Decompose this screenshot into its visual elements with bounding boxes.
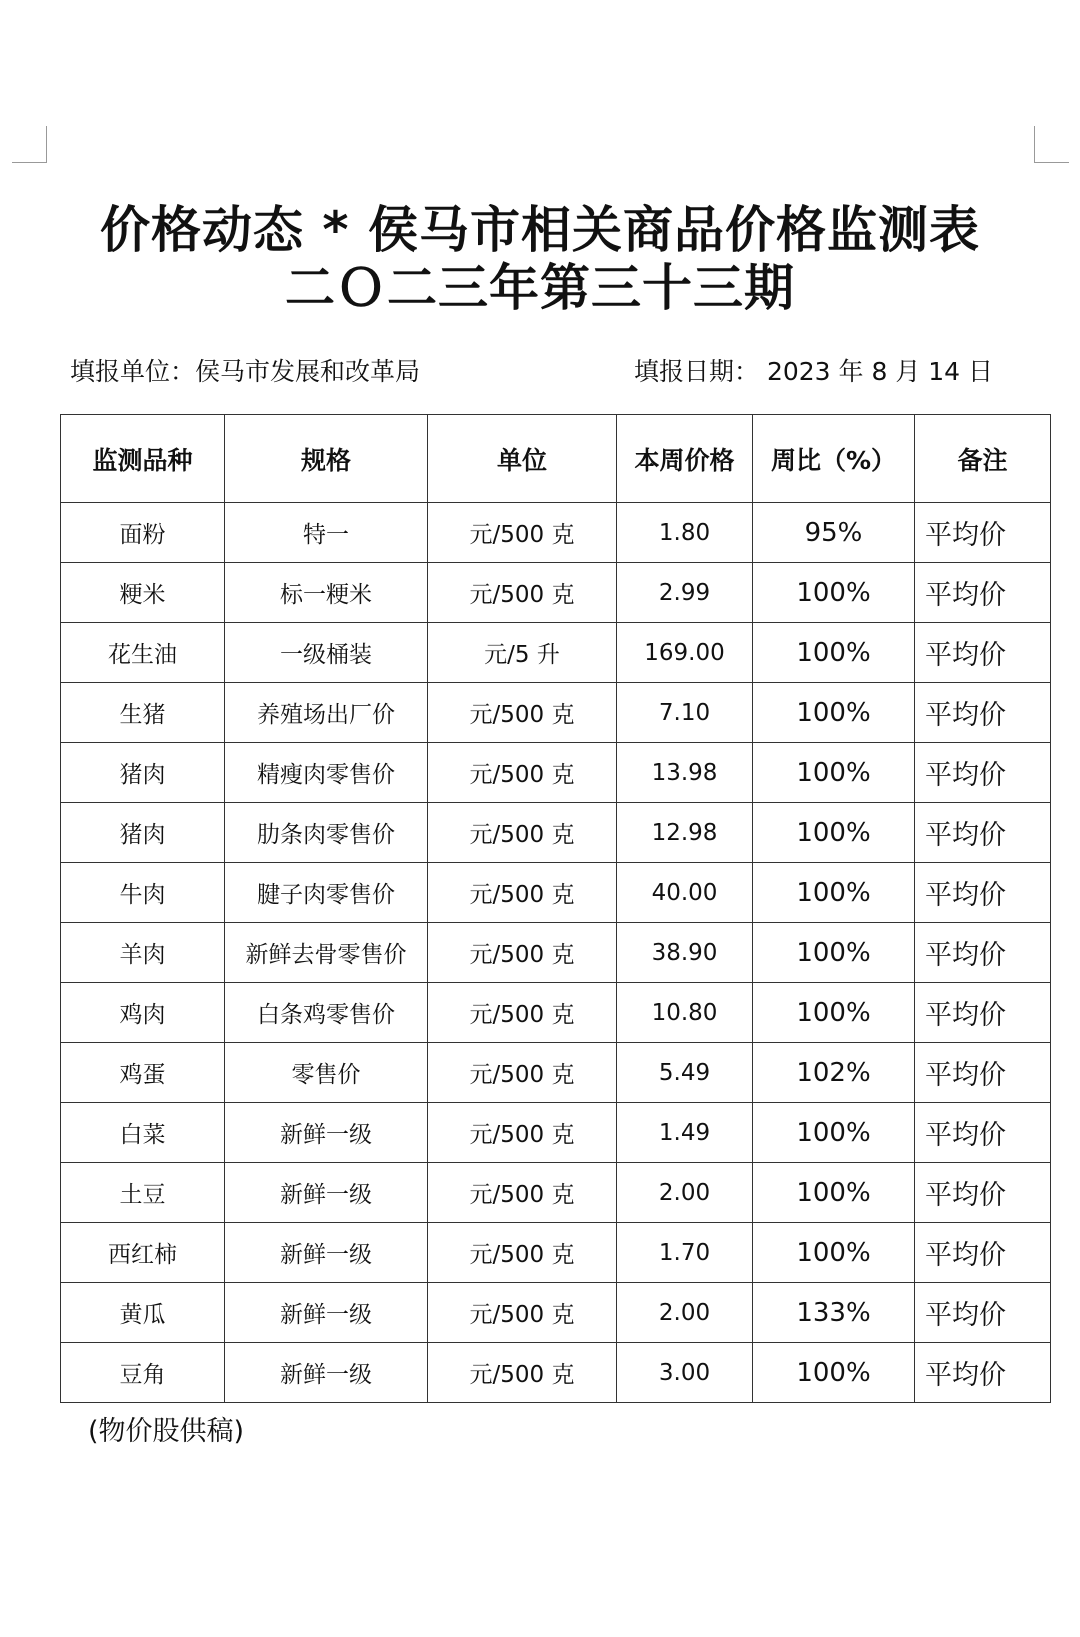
cell-item: 花生油 (61, 623, 225, 683)
cell-item: 面粉 (61, 503, 225, 563)
cell-item: 黄瓜 (61, 1283, 225, 1343)
cell-spec: 零售价 (225, 1043, 428, 1103)
document-title: 价格动态 * 侯马市相关商品价格监测表 (100, 201, 980, 259)
cell-price: 40.00 (617, 863, 753, 923)
cell-unit: 元/500 克 (428, 1343, 617, 1403)
cell-spec: 白条鸡零售价 (225, 983, 428, 1043)
table-row (61, 863, 1051, 923)
table-row (61, 563, 1051, 623)
cell-spec: 新鲜一级 (225, 1223, 428, 1283)
table-row (61, 923, 1051, 983)
cell-price: 12.98 (617, 803, 753, 863)
cell-weekly-ratio: 100% (753, 1103, 915, 1163)
cell-weekly-ratio: 100% (753, 983, 915, 1043)
table-row (61, 683, 1051, 743)
cell-spec: 标一粳米 (225, 563, 428, 623)
table-row (61, 1043, 1051, 1103)
cell-spec: 新鲜一级 (225, 1343, 428, 1403)
cell-note: 平均价 (915, 863, 1051, 923)
table-header-row (61, 415, 1051, 503)
cell-note: 平均价 (915, 1343, 1051, 1403)
cell-unit: 元/500 克 (428, 503, 617, 563)
header-spec: 规格 (225, 415, 428, 503)
cell-weekly-ratio: 133% (753, 1283, 915, 1343)
cell-item: 猪肉 (61, 743, 225, 803)
cell-unit: 元/500 克 (428, 1103, 617, 1163)
cell-price: 169.00 (617, 623, 753, 683)
header-item: 监测品种 (61, 415, 225, 503)
cell-price: 2.00 (617, 1163, 753, 1223)
cell-note: 平均价 (915, 803, 1051, 863)
cell-note: 平均价 (915, 923, 1051, 983)
table-row (61, 1283, 1051, 1343)
cell-spec: 肋条肉零售价 (225, 803, 428, 863)
cell-note: 平均价 (915, 683, 1051, 743)
cell-item: 西红柿 (61, 1223, 225, 1283)
cell-spec: 新鲜一级 (225, 1103, 428, 1163)
cell-unit: 元/500 克 (428, 743, 617, 803)
cell-spec: 新鲜去骨零售价 (225, 923, 428, 983)
cell-unit: 元/500 克 (428, 1283, 617, 1343)
cell-unit: 元/500 克 (428, 863, 617, 923)
cell-weekly-ratio: 100% (753, 1343, 915, 1403)
cell-note: 平均价 (915, 1043, 1051, 1103)
cell-weekly-ratio: 100% (753, 563, 915, 623)
cell-price: 3.00 (617, 1343, 753, 1403)
cell-weekly-ratio: 100% (753, 743, 915, 803)
cell-note: 平均价 (915, 1283, 1051, 1343)
table-row (61, 1163, 1051, 1223)
cell-note: 平均价 (915, 623, 1051, 683)
cell-spec: 腱子肉零售价 (225, 863, 428, 923)
cell-unit: 元/500 克 (428, 1043, 617, 1103)
cell-unit: 元/5 升 (428, 623, 617, 683)
cell-spec: 养殖场出厂价 (225, 683, 428, 743)
cell-note: 平均价 (915, 743, 1051, 803)
cell-unit: 元/500 克 (428, 1163, 617, 1223)
cell-item: 粳米 (61, 563, 225, 623)
cell-weekly-ratio: 102% (753, 1043, 915, 1103)
table-row (61, 803, 1051, 863)
crop-mark-top-right (1034, 126, 1069, 163)
price-monitoring-table (60, 414, 1051, 1403)
cell-price: 7.10 (617, 683, 753, 743)
cell-weekly-ratio: 100% (753, 1223, 915, 1283)
cell-unit: 元/500 克 (428, 563, 617, 623)
cell-weekly-ratio: 100% (753, 803, 915, 863)
table-row (61, 1343, 1051, 1403)
table-row (61, 503, 1051, 563)
cell-item: 白菜 (61, 1103, 225, 1163)
cell-note: 平均价 (915, 563, 1051, 623)
table-row (61, 743, 1051, 803)
crop-mark-top-left (12, 126, 47, 163)
cell-item: 猪肉 (61, 803, 225, 863)
document-issue-title: 二Ｏ二三年第三十三期 (285, 259, 795, 317)
cell-unit: 元/500 克 (428, 683, 617, 743)
cell-note: 平均价 (915, 1103, 1051, 1163)
cell-price: 1.70 (617, 1223, 753, 1283)
header-note: 备注 (915, 415, 1051, 503)
cell-item: 生猪 (61, 683, 225, 743)
table-row (61, 1103, 1051, 1163)
cell-item: 羊肉 (61, 923, 225, 983)
header-weekly-ratio: 周比（%） (753, 415, 915, 503)
cell-note: 平均价 (915, 1223, 1051, 1283)
cell-unit: 元/500 克 (428, 923, 617, 983)
cell-weekly-ratio: 100% (753, 1163, 915, 1223)
cell-spec: 精瘦肉零售价 (225, 743, 428, 803)
table-row (61, 623, 1051, 683)
cell-price: 5.49 (617, 1043, 753, 1103)
cell-weekly-ratio: 95% (753, 503, 915, 563)
cell-spec: 新鲜一级 (225, 1283, 428, 1343)
reporting-date: 填报日期： 2023 年 8 月 14 日 (634, 357, 994, 386)
cell-weekly-ratio: 100% (753, 683, 915, 743)
cell-note: 平均价 (915, 983, 1051, 1043)
cell-weekly-ratio: 100% (753, 863, 915, 923)
cell-item: 鸡肉 (61, 983, 225, 1043)
cell-unit: 元/500 克 (428, 1223, 617, 1283)
cell-weekly-ratio: 100% (753, 923, 915, 983)
cell-item: 鸡蛋 (61, 1043, 225, 1103)
cell-note: 平均价 (915, 503, 1051, 563)
cell-spec: 特一 (225, 503, 428, 563)
cell-price: 2.00 (617, 1283, 753, 1343)
cell-note: 平均价 (915, 1163, 1051, 1223)
header-price: 本周价格 (617, 415, 753, 503)
cell-item: 豆角 (61, 1343, 225, 1403)
table-row (61, 1223, 1051, 1283)
cell-price: 13.98 (617, 743, 753, 803)
cell-spec: 新鲜一级 (225, 1163, 428, 1223)
cell-price: 10.80 (617, 983, 753, 1043)
cell-item: 土豆 (61, 1163, 225, 1223)
reporting-unit: 填报单位：侯马市发展和改革局 (70, 357, 421, 386)
cell-price: 2.99 (617, 563, 753, 623)
cell-spec: 一级桶装 (225, 623, 428, 683)
header-unit: 单位 (428, 415, 617, 503)
source-credit: (物价股供稿) (88, 1416, 245, 1447)
cell-price: 1.80 (617, 503, 753, 563)
cell-price: 1.49 (617, 1103, 753, 1163)
cell-price: 38.90 (617, 923, 753, 983)
cell-unit: 元/500 克 (428, 983, 617, 1043)
cell-item: 牛肉 (61, 863, 225, 923)
table-row (61, 983, 1051, 1043)
cell-unit: 元/500 克 (428, 803, 617, 863)
cell-weekly-ratio: 100% (753, 623, 915, 683)
